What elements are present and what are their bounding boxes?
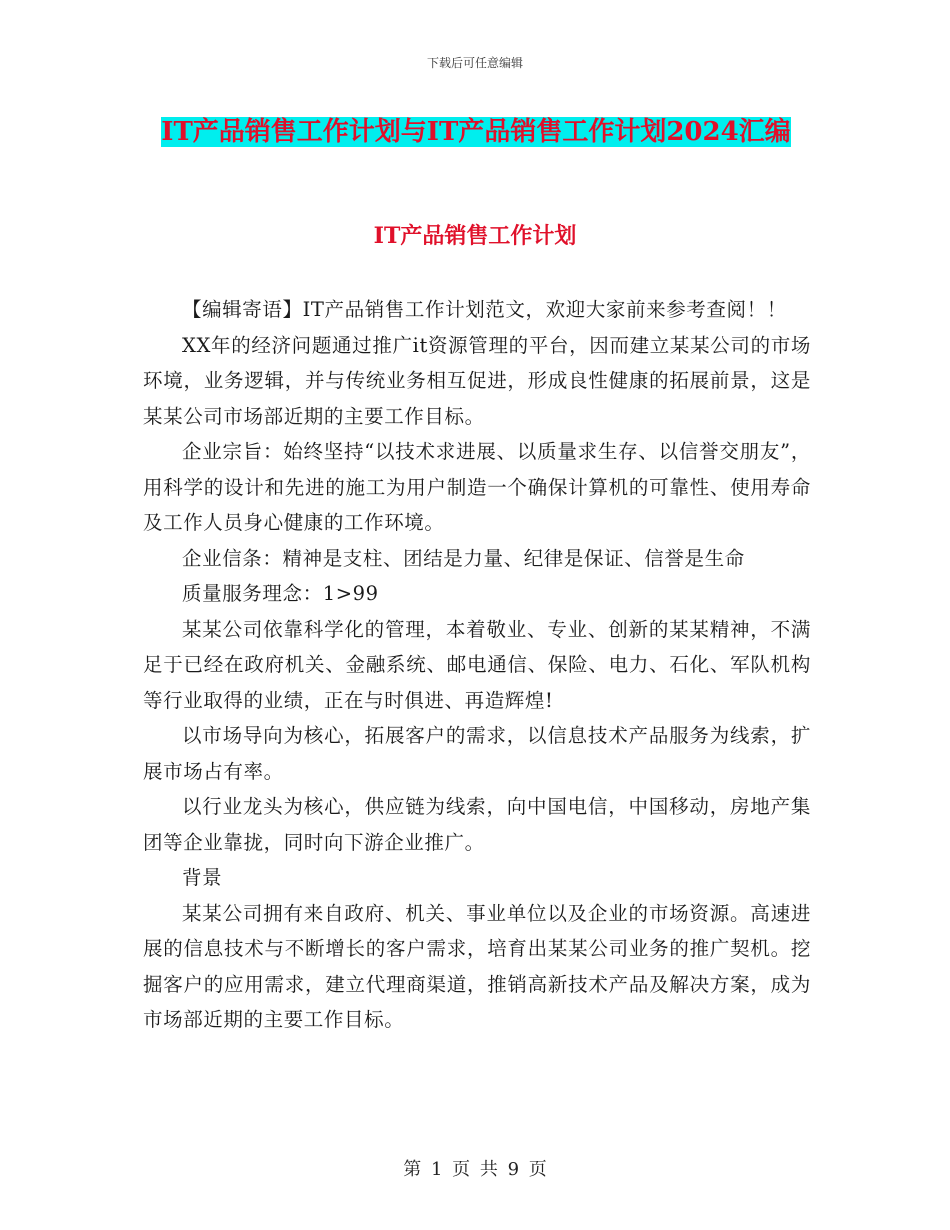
document-body	[143, 292, 811, 1038]
paragraph-purpose: 企业宗旨：始终坚持“以技术求进展、以质量求生存、以信誉交朋友”，用科学的设计和先进的施工为用户制造一个确保计算机的可靠性、使用寿命及工作人员身心健康的工作环境。	[143, 440, 811, 534]
paragraph-creed: 企业信条：精神是支柱、团结是力量、纪律是保证、信誉是生命	[182, 546, 745, 570]
document-title-text: IT产品销售工作计划与IT产品销售工作计划2024汇编	[161, 117, 791, 147]
paragraph-background: 某某公司拥有来自政府、机关、事业单位以及企业的市场资源。高速进展的信息技术与不断增长的客户需求，培育出某某公司业务的推广契机。挖掘客户的应用需求，建立代理商渠道，推销高新技术产品及解决方案，成为市场部近期的主要工作目标。	[143, 901, 811, 1031]
paragraph-market-orientation: 以市场导向为核心，拓展客户的需求，以信息技术产品服务为线索，扩展市场占有率。	[143, 724, 811, 783]
paragraph-management: 某某公司依靠科学化的管理，本着敬业、专业、创新的某某精神，不满足于已经在政府机关、金融系统、邮电通信、保险、电力、石化、军队机构等行业取得的业绩，正在与时俱进、再造辉煌!	[143, 617, 811, 712]
page-footer: 第 1 页 共 9 页	[403, 1159, 547, 1180]
page-header: 下载后可任意编辑	[426, 56, 523, 70]
paragraph-editor-note: 【编辑寄语】IT产品销售工作计划范文，欢迎大家前来参考查阅！！	[182, 298, 787, 321]
document-title	[140, 110, 812, 155]
paragraph-industry-leader: 以行业龙头为核心，供应链为线索，向中国电信，中国移动，房地产集团等企业靠拢，同时向下游企业推广。	[143, 795, 811, 854]
paragraph-service-idea: 质量服务理念：1>99	[182, 582, 379, 605]
paragraph-goal: XX年的经济问题通过推广it资源管理的平台，因而建立某某公司的市场环境，业务逻辑，并与传统业务相互促进，形成良性健康的拓展前景，这是某某公司市场部近期的主要工作目标。	[143, 333, 811, 428]
section-title: IT产品销售工作计划	[373, 223, 577, 249]
paragraph-background-heading: 背景	[182, 866, 223, 889]
